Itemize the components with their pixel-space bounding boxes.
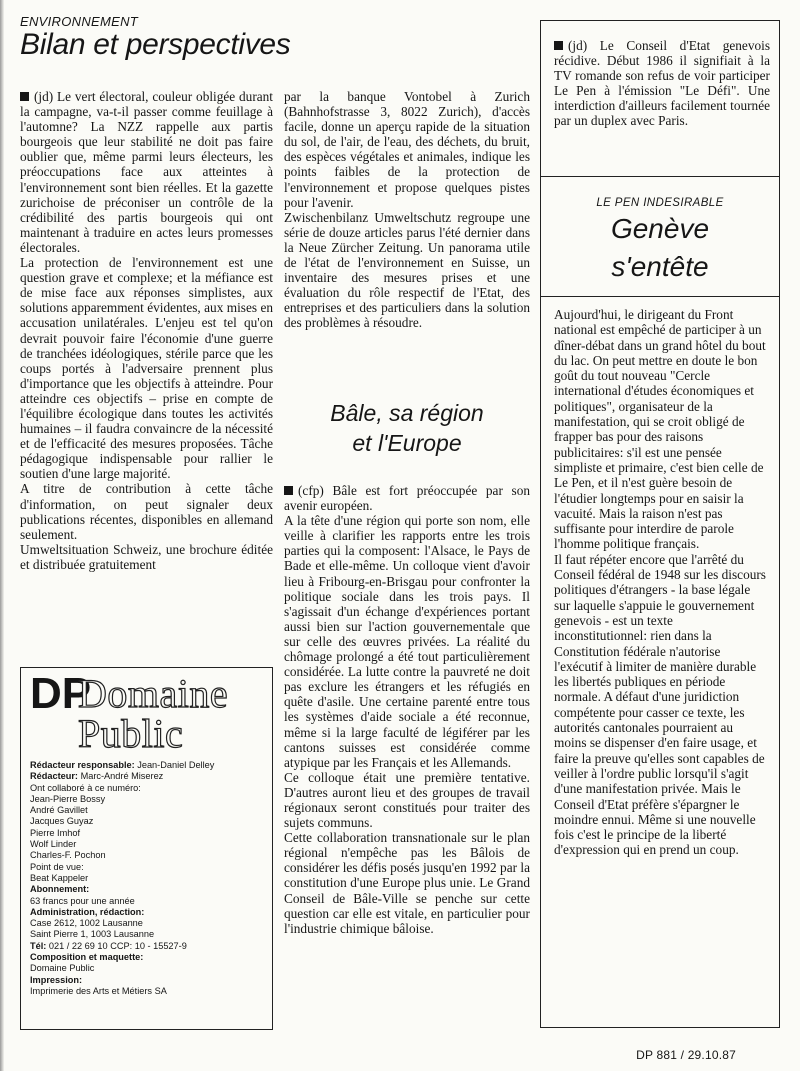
basel-article-title: Bâle, sa région et l'Europe bbox=[330, 400, 484, 456]
credit-line: Domaine Public bbox=[30, 963, 95, 974]
credit-line: Imprimerie des Arts et Métiers SA bbox=[30, 985, 167, 996]
article-paragraph: La protection de l'environnement est une question grave et complexe; et la méfiance est de mise face aux réponses simplistes, aux solutions apparemment évidentes, aux mises en accusation unilatérales. L'enjeu est tel qu'on devrait pouvoir faire l'économie d'une guerre de tranchées idéologiques, stérile parce que les coups portés à l'adversaire prennent plus d'importance que les objectifs à atteindre. Pour atteindre ces objectifs – prise en compte de l'équilibre écologique dans toutes les activités humaines – il faudra convaincre de la nécessité et de l'efficacité des mesures proposées. Tâche pédagogique indispensable pour rallier le soutien d'une large majorité. bbox=[20, 255, 273, 482]
article-paragraph: (jd) Le vert électoral, couleur obligée durant la campagne, va-t-il passer comme feuillage à l'automne? La NZZ rappelle aux partis bourgeois que leur stabilité ne doit pas faire oublier que, même parmi leurs électeurs, les préoccupations face aux atteintes à l'environnement sont bien réelles. Et la gazette zurichoise de préconiser un contrôle de la crédibilité des partis bourgeois qui ont maintenant à traduire en actes leurs promesses électorales. bbox=[20, 89, 273, 255]
credit-line: Point de vue: bbox=[30, 861, 84, 872]
sidebar-divider bbox=[541, 176, 779, 177]
credit-line: Administration, rédaction: bbox=[30, 906, 145, 917]
basel-article-body bbox=[284, 483, 530, 936]
credit-line: Beat Kappeler bbox=[30, 872, 89, 883]
credit-line: Pierre Imhof bbox=[30, 827, 81, 838]
credit-line: Impression: bbox=[30, 974, 83, 985]
issue-footer: DP 881 / 29.10.87 bbox=[636, 1048, 736, 1062]
page-spine-shadow bbox=[0, 0, 4, 1071]
credit-line: André Gavillet bbox=[30, 805, 88, 816]
article-paragraph: Aujourd'hui, le dirigeant du Front national est empêché de participer à un dîner-débat dans un grand hôtel du bout du lac. On peut mettre en doute le bon goût du tout nouveau "Cercle international d'études économiques et politiques", organisateur de la manifestation, qui se croit obligé de frapper bas pour des raisons publicitaires: s'il est une pensée simpliste et primaire, c'est bien celle de Le Pen, et il n'est guère besoin de l'étudier longtemps pour en saisir la vacuité. Mais la raison n'est pas suffisante pour interdire de parole l'homme politique français. bbox=[554, 307, 766, 552]
sidebar-body bbox=[554, 307, 766, 858]
credit-line: Tél: 021 / 22 69 10 CCP: 10 - 15527-9 bbox=[30, 940, 187, 951]
article-paragraph: Ce colloque était une première tentative. D'autres auront lieu et des groupes de travail régionaux seront constitués pour traiter des sujets communs. bbox=[284, 769, 530, 831]
article-paragraph: A titre de contribution à cette tâche d'information, on peut signaler deux publications récentes, disponibles en allemand seulement. bbox=[20, 481, 273, 542]
bullet-square-icon bbox=[284, 486, 293, 495]
credit-line: Ont collaboré à ce numéro: bbox=[30, 782, 141, 793]
sidebar-top-note: (jd) Le Conseil d'Etat genevois récidive. Début 1986 il signifiait à la TV romande son refus de voir participer Le Pen à l'émission "Le Défi". Une interdiction d'ailleurs facilement tournée par un duplex avec Paris. bbox=[554, 38, 770, 129]
article-title: Bilan et perspectives bbox=[20, 28, 291, 61]
credit-line: Jean-Pierre Bossy bbox=[30, 793, 106, 804]
credit-line: Rédacteur: Marc-André Miserez bbox=[30, 771, 164, 782]
credit-line: 63 francs pour une année bbox=[30, 895, 135, 906]
section-label: ENVIRONNEMENT bbox=[20, 14, 139, 29]
credit-line: Abonnement: bbox=[30, 884, 90, 895]
credit-line: Rédacteur responsable: Jean-Daniel Delley bbox=[30, 760, 215, 770]
credit-line: Composition et maquette: bbox=[30, 952, 144, 963]
article-paragraph: Umweltsituation Schweiz, une brochure éditée et distribuée gratuitement bbox=[20, 541, 273, 572]
article-paragraph: Cette collaboration transnationale sur le plan régional n'empêche pas les Bâlois de considérer les défis posés jusqu'en 1992 par la constitution d'une Europe plus unie. Le Grand Conseil de Bâle-Ville se penche sur cette question car elle est vitale, en particulier pour l'industrie chimique bâloise. bbox=[284, 830, 530, 936]
article-paragraph: Il faut répéter encore que l'arrêté du Conseil fédéral de 1948 sur les discours politiques d'étrangers - la base légale sur laquelle s'appuie le gouvernement genevois - est un texte inconstitutionnel: rien dans la Constitution fédérale n'autorise l'exécutif à limiter de manière durable les libertés publiques en période normale. A défaut d'une juridiction compétente pour casser ce texte, les autorités cantonales pourraient au moins se dispenser d'en faire usage, et faire la preuve qu'elles sont capables de veiller à l'ordre public lorsqu'il s'agit d'une manifestation privée. Mais le Conseil d'Etat préfère s'épargner le moindre ennui. Même si une nouvelle fois c'est le principe de la liberté d'expression qui en prend un coup. bbox=[554, 551, 766, 858]
credit-line: Jacques Guyaz bbox=[30, 816, 94, 827]
credit-line: Case 2612, 1002 Lausanne bbox=[30, 918, 143, 929]
logo-word-domaine: Domaine bbox=[78, 671, 229, 716]
article-column-1 bbox=[20, 89, 273, 572]
credit-line: Wolf Linder bbox=[30, 839, 77, 850]
article-column-2 bbox=[284, 89, 530, 331]
logo-word-public: Public bbox=[78, 711, 184, 756]
sidebar-title: Genève s'entête bbox=[610, 213, 710, 282]
credit-line: Charles-F. Pochon bbox=[30, 850, 106, 861]
dp-logo-letters: DP bbox=[30, 669, 92, 718]
bullet-square-icon bbox=[20, 92, 29, 101]
masthead-credits bbox=[30, 760, 265, 997]
bullet-square-icon bbox=[554, 41, 563, 50]
article-paragraph: par la banque Vontobel à Zurich (Bahnhofstrasse 3, 8022 Zurich), d'accès facile, donne un aperçu rapide de la situation du sol, de l'air, de l'eau, des déchets, du bruit, des espèces végétales et animales, indique les points faibles de la protection de l'environnement et propose quelques pistes pour l'avenir. bbox=[284, 89, 530, 210]
article-paragraph: (cfp) Bâle est fort préoccupée par son avenir européen. bbox=[284, 483, 530, 514]
dp-logo bbox=[30, 669, 92, 756]
sidebar-divider bbox=[541, 296, 779, 297]
credit-line: Saint Pierre 1, 1003 Lausanne bbox=[30, 929, 155, 940]
article-paragraph: Zwischenbilanz Umweltschutz regroupe une série de douze articles parus l'été dernier dans la Neue Zürcher Zeitung. Un panorama utile de l'état de l'environnement en Suisse, un inventaire des mesures prises et une évaluation du rôle respectif de l'Etat, des entreprises et des particuliers dans la solution des problèmes à résoudre. bbox=[284, 209, 530, 331]
article-paragraph: A la tête d'une région qui porte son nom, elle veille à clarifier les rapports entre les trois parties qui la composent: l'Alsace, le Pays de Bade et elle-même. Un colloque vient d'avoir lieu à Fribourg-en-Brisgau pour confronter la politique sociale dans les trois pays. Il s'agissait d'un échange d'expériences portant aussi bien sur l'action gouvernementale que sur celle des œuvres privées. La réalité du chômage prolongé a été tout particulièrement considérée. La lutte contre la pauvreté ne doit pas exclure les étrangers et les réfugiés en quête d'asile. Une certaine parenté entre tous les systèmes d'aide sociale a été reconnue, même si la large faculté de légiférer par les cantons suisses est considérée comme atypique par les Français et les Allemands. bbox=[284, 513, 530, 770]
sidebar-kicker: LE PEN INDESIRABLE bbox=[596, 197, 724, 209]
